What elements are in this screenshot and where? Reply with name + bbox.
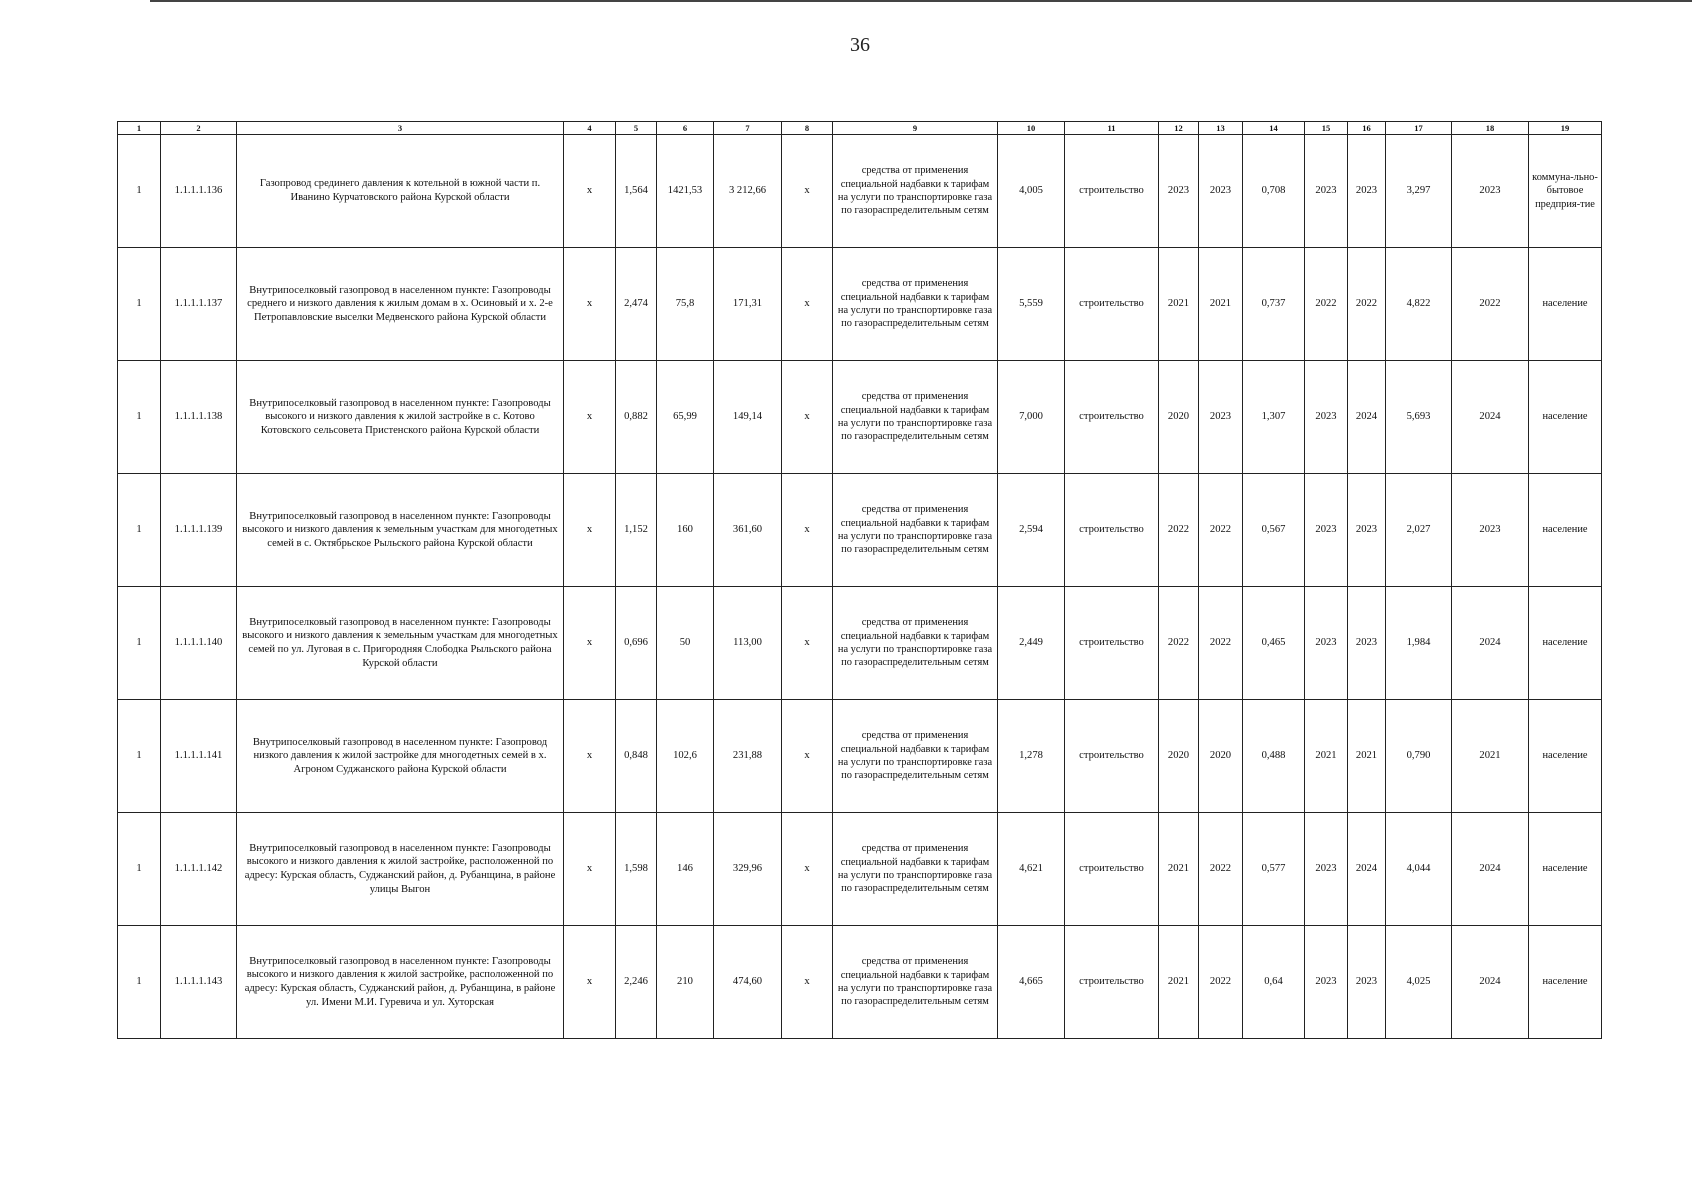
- cell-col-19: население: [1529, 361, 1602, 474]
- cell-col-7: 113,00: [714, 587, 782, 700]
- cell-col-8: x: [782, 474, 833, 587]
- cell-col-3: Внутрипоселковый газопровод в населенном пункте: Газопроводы высокого и низкого давления к земельным участкам для многодетных семей по ул. Луговая в с. Пригородняя Слободка Рыльского района Курской области: [237, 587, 564, 700]
- cell-col-6: 65,99: [657, 361, 714, 474]
- cell-col-5: 0,696: [616, 587, 657, 700]
- column-header-8: 8: [782, 122, 833, 135]
- cell-col-12: 2021: [1159, 248, 1199, 361]
- cell-col-18: 2024: [1452, 813, 1529, 926]
- cell-col-1: 1: [118, 474, 161, 587]
- cell-col-6: 102,6: [657, 700, 714, 813]
- investment-table: [117, 121, 1602, 1039]
- cell-col-1: 1: [118, 135, 161, 248]
- cell-col-5: 2,246: [616, 926, 657, 1039]
- cell-col-15: 2021: [1305, 700, 1348, 813]
- cell-col-14: 0,737: [1243, 248, 1305, 361]
- cell-col-12: 2021: [1159, 926, 1199, 1039]
- column-header-4: 4: [564, 122, 616, 135]
- cell-col-18: 2022: [1452, 248, 1529, 361]
- cell-col-2: 1.1.1.1.137: [161, 248, 237, 361]
- cell-col-11: строительство: [1065, 587, 1159, 700]
- cell-col-10: 7,000: [998, 361, 1065, 474]
- cell-col-19: население: [1529, 813, 1602, 926]
- cell-col-5: 1,152: [616, 474, 657, 587]
- cell-col-16: 2024: [1348, 813, 1386, 926]
- table-body: [118, 135, 1602, 1039]
- cell-col-15: 2023: [1305, 587, 1348, 700]
- cell-col-11: строительство: [1065, 813, 1159, 926]
- cell-col-14: 0,64: [1243, 926, 1305, 1039]
- column-header-9: 9: [833, 122, 998, 135]
- cell-col-10: 5,559: [998, 248, 1065, 361]
- cell-col-13: 2022: [1199, 926, 1243, 1039]
- cell-col-18: 2023: [1452, 474, 1529, 587]
- cell-col-8: x: [782, 248, 833, 361]
- cell-col-7: 329,96: [714, 813, 782, 926]
- cell-col-6: 50: [657, 587, 714, 700]
- table-row: [118, 248, 1602, 361]
- cell-col-15: 2022: [1305, 248, 1348, 361]
- cell-col-11: строительство: [1065, 474, 1159, 587]
- table-row: [118, 700, 1602, 813]
- cell-col-9: средства от применения специальной надбавки к тарифам на услуги по транспортировке газа по газораспределительным сетям: [833, 248, 998, 361]
- cell-col-17: 3,297: [1386, 135, 1452, 248]
- cell-col-3: Внутрипоселковый газопровод в населенном пункте: Газопроводы высокого и низкого давления к жилой застройке в с. Котово Котовского сельсовета Пристенского района Курской области: [237, 361, 564, 474]
- column-header-2: 2: [161, 122, 237, 135]
- cell-col-15: 2023: [1305, 135, 1348, 248]
- cell-col-17: 4,822: [1386, 248, 1452, 361]
- cell-col-11: строительство: [1065, 248, 1159, 361]
- cell-col-3: Внутрипоселковый газопровод в населенном пункте: Газопроводы высокого и низкого давления к земельным участкам для многодетных семей в с. Октябрьское Рыльского района Курской области: [237, 474, 564, 587]
- cell-col-17: 2,027: [1386, 474, 1452, 587]
- cell-col-10: 2,594: [998, 474, 1065, 587]
- top-rule: [150, 0, 1692, 2]
- cell-col-15: 2023: [1305, 361, 1348, 474]
- cell-col-15: 2023: [1305, 474, 1348, 587]
- cell-col-14: 0,567: [1243, 474, 1305, 587]
- cell-col-7: 3 212,66: [714, 135, 782, 248]
- cell-col-2: 1.1.1.1.143: [161, 926, 237, 1039]
- cell-col-19: население: [1529, 474, 1602, 587]
- table-row: [118, 926, 1602, 1039]
- cell-col-13: 2023: [1199, 361, 1243, 474]
- cell-col-4: x: [564, 474, 616, 587]
- column-header-19: 19: [1529, 122, 1602, 135]
- cell-col-13: 2022: [1199, 474, 1243, 587]
- cell-col-16: 2022: [1348, 248, 1386, 361]
- cell-col-18: 2024: [1452, 926, 1529, 1039]
- table-row: [118, 587, 1602, 700]
- cell-col-9: средства от применения специальной надбавки к тарифам на услуги по транспортировке газа по газораспределительным сетям: [833, 361, 998, 474]
- column-header-14: 14: [1243, 122, 1305, 135]
- column-header-15: 15: [1305, 122, 1348, 135]
- cell-col-16: 2023: [1348, 135, 1386, 248]
- cell-col-7: 171,31: [714, 248, 782, 361]
- cell-col-18: 2023: [1452, 135, 1529, 248]
- table-row: [118, 474, 1602, 587]
- cell-col-2: 1.1.1.1.141: [161, 700, 237, 813]
- cell-col-5: 0,848: [616, 700, 657, 813]
- cell-col-10: 4,621: [998, 813, 1065, 926]
- cell-col-4: x: [564, 700, 616, 813]
- cell-col-17: 4,044: [1386, 813, 1452, 926]
- cell-col-9: средства от применения специальной надбавки к тарифам на услуги по транспортировке газа по газораспределительным сетям: [833, 587, 998, 700]
- cell-col-6: 160: [657, 474, 714, 587]
- cell-col-17: 4,025: [1386, 926, 1452, 1039]
- cell-col-3: Внутрипоселковый газопровод в населенном пункте: Газопроводы среднего и низкого давления к жилым домам в х. Осиновый и х. 2-е Петропавловские выселки Медвенского района Курской области: [237, 248, 564, 361]
- cell-col-9: средства от применения специальной надбавки к тарифам на услуги по транспортировке газа по газораспределительным сетям: [833, 700, 998, 813]
- cell-col-4: x: [564, 813, 616, 926]
- cell-col-3: Внутрипоселковый газопровод в населенном пункте: Газопроводы высокого и низкого давления к жилой застройке, расположенной по адресу: Курская область, Суджанский район, д. Рубанщина, в районе улицы Выгон: [237, 813, 564, 926]
- cell-col-19: население: [1529, 587, 1602, 700]
- cell-col-10: 4,665: [998, 926, 1065, 1039]
- cell-col-14: 0,488: [1243, 700, 1305, 813]
- header-row: [118, 122, 1602, 135]
- column-header-13: 13: [1199, 122, 1243, 135]
- cell-col-1: 1: [118, 248, 161, 361]
- cell-col-11: строительство: [1065, 135, 1159, 248]
- cell-col-10: 2,449: [998, 587, 1065, 700]
- cell-col-10: 1,278: [998, 700, 1065, 813]
- cell-col-14: 1,307: [1243, 361, 1305, 474]
- cell-col-8: x: [782, 813, 833, 926]
- cell-col-7: 149,14: [714, 361, 782, 474]
- cell-col-8: x: [782, 587, 833, 700]
- cell-col-2: 1.1.1.1.142: [161, 813, 237, 926]
- cell-col-13: 2023: [1199, 135, 1243, 248]
- cell-col-16: 2023: [1348, 474, 1386, 587]
- cell-col-7: 231,88: [714, 700, 782, 813]
- cell-col-19: коммуна-льно-бытовое предприя-тие: [1529, 135, 1602, 248]
- cell-col-17: 5,693: [1386, 361, 1452, 474]
- cell-col-3: Внутрипоселковый газопровод в населенном пункте: Газопроводы высокого и низкого давления к жилой застройке, расположенной по адресу: Курская область, Суджанский район, д. Рубанщина, в районе ул. Имени М.И. Гуревича и ул. Хуторская: [237, 926, 564, 1039]
- cell-col-4: x: [564, 361, 616, 474]
- cell-col-14: 0,708: [1243, 135, 1305, 248]
- cell-col-4: x: [564, 135, 616, 248]
- cell-col-6: 1421,53: [657, 135, 714, 248]
- cell-col-9: средства от применения специальной надбавки к тарифам на услуги по транспортировке газа по газораспределительным сетям: [833, 474, 998, 587]
- cell-col-1: 1: [118, 813, 161, 926]
- column-header-1: 1: [118, 122, 161, 135]
- table-row: [118, 813, 1602, 926]
- cell-col-13: 2022: [1199, 813, 1243, 926]
- column-header-7: 7: [714, 122, 782, 135]
- cell-col-8: x: [782, 700, 833, 813]
- cell-col-19: население: [1529, 248, 1602, 361]
- column-header-11: 11: [1065, 122, 1159, 135]
- cell-col-15: 2023: [1305, 926, 1348, 1039]
- cell-col-9: средства от применения специальной надбавки к тарифам на услуги по транспортировке газа по газораспределительным сетям: [833, 135, 998, 248]
- cell-col-19: население: [1529, 926, 1602, 1039]
- cell-col-4: x: [564, 926, 616, 1039]
- column-header-17: 17: [1386, 122, 1452, 135]
- cell-col-16: 2021: [1348, 700, 1386, 813]
- cell-col-12: 2022: [1159, 587, 1199, 700]
- cell-col-6: 75,8: [657, 248, 714, 361]
- cell-col-5: 2,474: [616, 248, 657, 361]
- column-header-5: 5: [616, 122, 657, 135]
- cell-col-1: 1: [118, 700, 161, 813]
- cell-col-5: 1,598: [616, 813, 657, 926]
- cell-col-12: 2021: [1159, 813, 1199, 926]
- cell-col-3: Газопровод срединего давления к котельной в южной части п. Иванино Курчатовского района Курской области: [237, 135, 564, 248]
- column-header-6: 6: [657, 122, 714, 135]
- cell-col-14: 0,465: [1243, 587, 1305, 700]
- cell-col-6: 146: [657, 813, 714, 926]
- cell-col-2: 1.1.1.1.139: [161, 474, 237, 587]
- cell-col-4: x: [564, 248, 616, 361]
- column-header-12: 12: [1159, 122, 1199, 135]
- cell-col-8: x: [782, 926, 833, 1039]
- cell-col-15: 2023: [1305, 813, 1348, 926]
- cell-col-17: 1,984: [1386, 587, 1452, 700]
- cell-col-16: 2024: [1348, 361, 1386, 474]
- cell-col-8: x: [782, 135, 833, 248]
- cell-col-12: 2020: [1159, 361, 1199, 474]
- column-header-10: 10: [998, 122, 1065, 135]
- cell-col-3: Внутрипоселковый газопровод в населенном пункте: Газопровод низкого давления к жилой застройке для многодетных семей в х. Агроном Суджанского района Курской области: [237, 700, 564, 813]
- cell-col-2: 1.1.1.1.140: [161, 587, 237, 700]
- cell-col-18: 2024: [1452, 587, 1529, 700]
- cell-col-1: 1: [118, 361, 161, 474]
- cell-col-11: строительство: [1065, 926, 1159, 1039]
- cell-col-4: x: [564, 587, 616, 700]
- cell-col-13: 2020: [1199, 700, 1243, 813]
- page-number: 36: [850, 34, 870, 56]
- cell-col-12: 2020: [1159, 700, 1199, 813]
- cell-col-5: 0,882: [616, 361, 657, 474]
- cell-col-11: строительство: [1065, 700, 1159, 813]
- cell-col-13: 2021: [1199, 248, 1243, 361]
- cell-col-2: 1.1.1.1.138: [161, 361, 237, 474]
- cell-col-18: 2021: [1452, 700, 1529, 813]
- cell-col-16: 2023: [1348, 926, 1386, 1039]
- cell-col-18: 2024: [1452, 361, 1529, 474]
- cell-col-12: 2023: [1159, 135, 1199, 248]
- cell-col-2: 1.1.1.1.136: [161, 135, 237, 248]
- table-row: [118, 135, 1602, 248]
- cell-col-7: 474,60: [714, 926, 782, 1039]
- cell-col-10: 4,005: [998, 135, 1065, 248]
- column-header-16: 16: [1348, 122, 1386, 135]
- column-header-18: 18: [1452, 122, 1529, 135]
- cell-col-1: 1: [118, 587, 161, 700]
- table-row: [118, 361, 1602, 474]
- cell-col-13: 2022: [1199, 587, 1243, 700]
- cell-col-19: население: [1529, 700, 1602, 813]
- cell-col-9: средства от применения специальной надбавки к тарифам на услуги по транспортировке газа по газораспределительным сетям: [833, 926, 998, 1039]
- cell-col-6: 210: [657, 926, 714, 1039]
- cell-col-17: 0,790: [1386, 700, 1452, 813]
- cell-col-14: 0,577: [1243, 813, 1305, 926]
- cell-col-1: 1: [118, 926, 161, 1039]
- cell-col-9: средства от применения специальной надбавки к тарифам на услуги по транспортировке газа по газораспределительным сетям: [833, 813, 998, 926]
- cell-col-12: 2022: [1159, 474, 1199, 587]
- cell-col-16: 2023: [1348, 587, 1386, 700]
- cell-col-5: 1,564: [616, 135, 657, 248]
- cell-col-7: 361,60: [714, 474, 782, 587]
- column-header-3: 3: [237, 122, 564, 135]
- cell-col-8: x: [782, 361, 833, 474]
- cell-col-11: строительство: [1065, 361, 1159, 474]
